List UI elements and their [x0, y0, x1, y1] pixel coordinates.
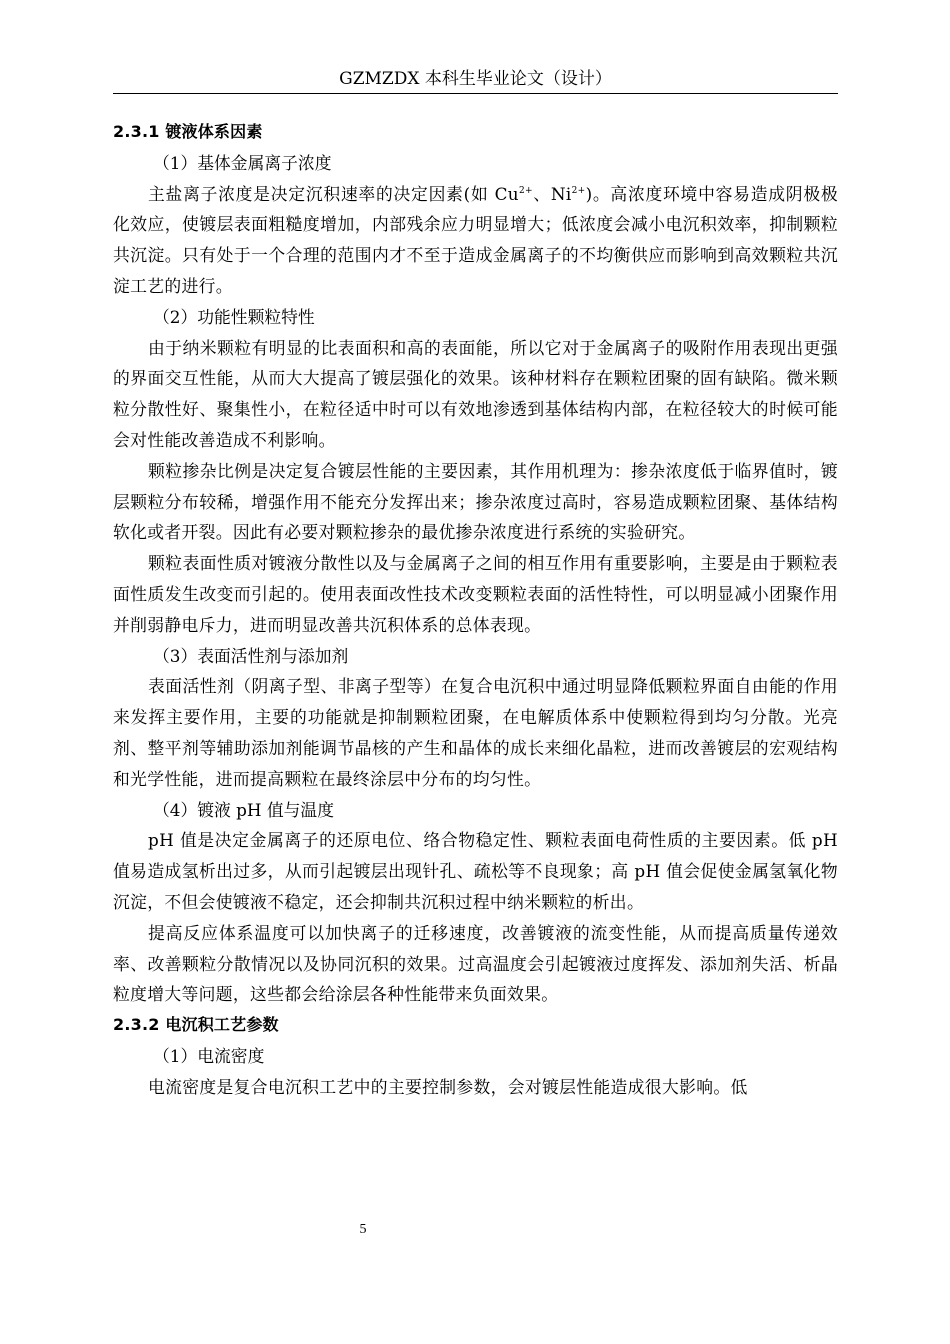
- cu-ion-charge: 2+: [518, 185, 533, 196]
- paragraph-surfactants: 表面活性剂（阴离子型、非离子型等）在复合电沉积中通过明显降低颗粒界面自由能的作用来发挥主要作用，主要的功能就是抑制颗粒团聚，在电解质体系中使颗粒得到均匀分散。光亮剂、整平剂等辅助添加剂能调节晶核的产生和晶体的成长来细化晶粒，进而改善镀层的宏观结构和光学性能，进而提高颗粒在最终涂层中分布的均匀性。: [113, 676, 838, 789]
- paragraph-current-density: 电流密度是复合电沉积工艺中的主要控制参数，会对镀层性能造成很大影响。低: [148, 1076, 748, 1097]
- subsection-heading-current-density: （1）电流密度: [153, 1045, 265, 1066]
- paragraph-doping-ratio: 颗粒掺杂比例是决定复合镀层性能的主要因素，其作用机理为：掺杂浓度低于临界值时，镀层颗粒分布较稀，增强作用不能充分发挥出来；掺杂浓度过高时，容易造成颗粒团聚、基体结构软化或者开裂。因此有必要对颗粒掺杂的最优掺杂浓度进行系统的实验研究。: [113, 460, 838, 543]
- paragraph-surface-properties: 颗粒表面性质对镀液分散性以及与金属离子之间的相互作用有重要影响，主要是由于颗粒表面性质发生改变而引起的。使用表面改性技术改变颗粒表面的活性特性，可以明显减小团聚作用并削弱静电斥力，进而明显改善共沉积体系的总体表现。: [113, 553, 838, 635]
- paragraph-ph-value: pH 值是决定金属离子的还原电位、络合物稳定性、颗粒表面电荷性质的主要因素。低 pH 值易造成氢析出过多，从而引起镀层出现针孔、疏松等不良现象；高 pH 值会促使金属氢氧化物沉淀，不但会使镀液不稳定，还会抑制共沉积过程中纳米颗粒的析出。: [113, 830, 838, 912]
- page-header: [113, 68, 838, 90]
- subsection-heading-2: （2）功能性颗粒特性: [153, 306, 315, 327]
- header-title: GZMZDX 本科生毕业论文（设计）: [339, 69, 612, 89]
- page-number: 5: [359, 1222, 367, 1237]
- paragraph-text: )。高浓度环境中容易造成阴极极化效应，使镀层表面粗糙度增加，内部残余应力明显增大；低浓度会减小电沉积效率，抑制颗粒共沉淀。只有处于一个合理的范围内才不至于造成金属离子的不均衡供应而影响到高效颗粒共沉淀工艺的进行。: [113, 183, 838, 296]
- paragraph-text: 主盐离子浓度是决定沉积速率的决定因素(如 Cu: [148, 183, 519, 204]
- section-heading-2-3-2: 2.3.2 电沉积工艺参数: [113, 1015, 279, 1035]
- ni-ion-charge: 2+: [571, 185, 586, 196]
- paragraph-particle-size: 由于纳米颗粒有明显的比表面积和高的表面能，所以它对于金属离子的吸附作用表现出更强的界面交互性能，从而大大提高了镀层强化的效果。该种材料存在颗粒团聚的固有缺陷。微米颗粒分散性好、聚集性小，在粒径适中时可以有效地渗透到基体结构内部，在粒径较大的时候可能会对性能改善造成不利影响。: [113, 337, 838, 450]
- subsection-heading-4: （4）镀液 pH 值与温度: [153, 799, 334, 820]
- paragraph-text: 、Ni: [532, 183, 572, 204]
- paragraph-temperature: 提高反应体系温度可以加快离子的迁移速度，改善镀液的流变性能，从而提高质量传递效率、改善颗粒分散情况以及协同沉积的效果。过高温度会引起镀液过度挥发、添加剂失活、析晶粒度增大等问题，这些都会给涂层各种性能带来负面效果。: [113, 922, 838, 1005]
- header-rule: [113, 93, 838, 94]
- paragraph-metal-ion-concentration: [113, 179, 838, 302]
- subsection-heading-3: （3）表面活性剂与添加剂: [153, 645, 349, 666]
- section-heading-2-3-1: 2.3.1 镀液体系因素: [113, 122, 263, 141]
- document-body: [113, 117, 838, 1103]
- subsection-heading-1: （1）基体金属离子浓度: [153, 152, 332, 173]
